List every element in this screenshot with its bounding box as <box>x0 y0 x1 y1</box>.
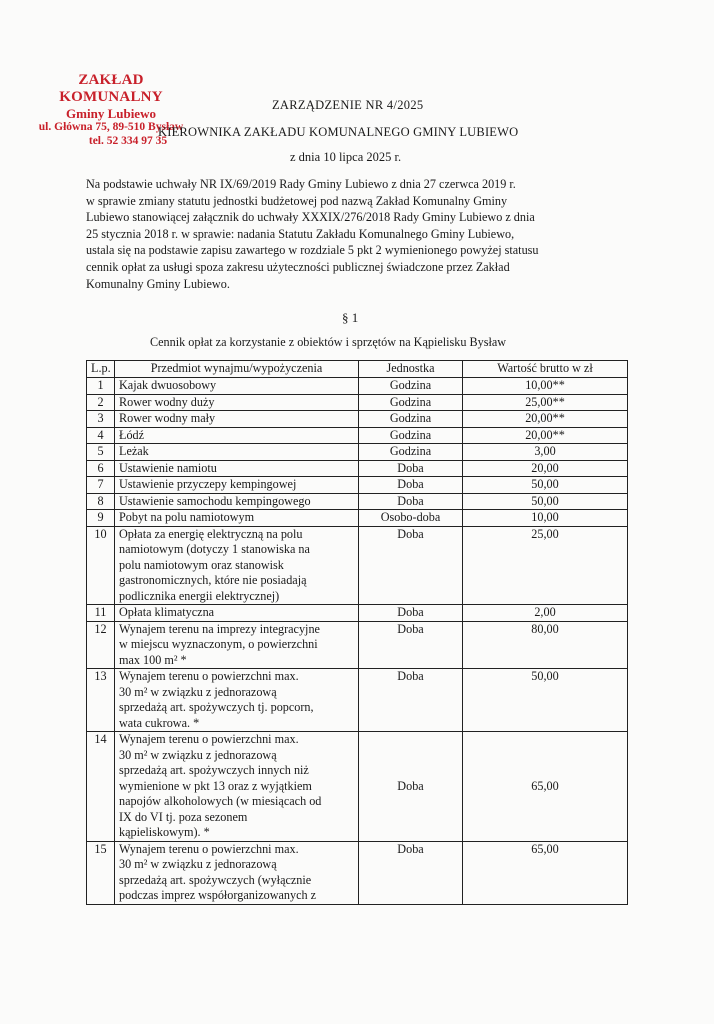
row-item-line: sprzedażą art. spożywczych (wyłącznie <box>119 872 312 887</box>
row-item-line: podlicznika energii elektrycznej) <box>119 588 280 603</box>
document-title: ZARZĄDZENIE NR 4/2025 <box>272 98 424 112</box>
row-item-line: max 100 m² * <box>119 652 187 667</box>
row-item <box>115 411 359 428</box>
header-value: Wartość brutto w zł <box>463 361 628 378</box>
row-unit: Doba <box>359 493 463 510</box>
row-item-line: Wynajem terenu na imprezy integracyjne <box>119 621 320 636</box>
row-item-line: namiotowym (dotyczy 1 stanowiska na <box>119 542 310 556</box>
row-item-line: Łódź <box>119 427 145 442</box>
row-value: 25,00 <box>463 526 628 605</box>
table-row <box>87 605 628 622</box>
row-lp: 13 <box>87 669 115 732</box>
row-item <box>115 477 359 494</box>
row-value: 50,00 <box>463 477 628 494</box>
document-date: z dnia 10 lipca 2025 r. <box>290 150 402 164</box>
row-unit: Doba <box>359 605 463 622</box>
row-item-line: Ustawienie namiotu <box>119 460 217 475</box>
row-lp: 11 <box>87 605 115 622</box>
row-value: 20,00** <box>463 411 628 428</box>
row-lp: 4 <box>87 427 115 444</box>
row-lp: 12 <box>87 621 115 669</box>
row-item-line: Ustawienie przyczepy kempingowej <box>119 477 297 491</box>
row-lp: 9 <box>87 510 115 527</box>
stamp-address: ul. Główna 75, 89-510 Bysław <box>38 121 184 134</box>
price-table <box>86 360 628 905</box>
table-row <box>87 493 628 510</box>
row-value: 2,00 <box>463 605 628 622</box>
row-value: 50,00 <box>463 493 628 510</box>
row-item-line: kąpieliskowym). * <box>119 825 210 839</box>
row-lp: 5 <box>87 444 115 461</box>
paragraph-number: § 1 <box>342 310 359 325</box>
table-row <box>87 526 628 605</box>
document-subtitle: KIEROWNIKA ZAKŁADU KOMUNALNEGO GMINY LUBIEWO <box>158 125 519 139</box>
row-lp: 8 <box>87 493 115 510</box>
intro-line: cennik opłat za usługi spoza zakresu użyteczności publicznej świadczone przez Zakład <box>86 259 510 274</box>
row-item <box>115 605 359 622</box>
row-item-line: gastronomicznych, które nie posiadają <box>119 573 307 587</box>
row-lp: 15 <box>87 841 115 904</box>
row-item-line: 30 m² w związku z jednorazową <box>119 684 277 699</box>
table-row <box>87 427 628 444</box>
row-lp: 1 <box>87 378 115 395</box>
row-unit: Godzina <box>359 378 463 395</box>
row-item-line: polu namiotowym oraz stanowisk <box>119 557 284 572</box>
intro-line: Na podstawie uchwały NR IX/69/2019 Rady Gminy Lubiewo z dnia 27 czerwca 2019 r. <box>86 177 516 191</box>
row-unit: Godzina <box>359 427 463 444</box>
row-value: 10,00 <box>463 510 628 527</box>
row-value: 10,00** <box>463 378 628 395</box>
row-value: 65,00 <box>463 732 628 842</box>
table-row <box>87 460 628 477</box>
row-item-line: Pobyt na polu namiotowym <box>119 510 255 524</box>
stamp-phone: tel. 52 334 97 35 <box>88 134 168 147</box>
row-value: 80,00 <box>463 621 628 669</box>
row-item <box>115 460 359 477</box>
row-lp: 2 <box>87 394 115 411</box>
row-item-line: IX do VI tj. poza sezonem <box>119 809 248 824</box>
header-lp: L.p. <box>87 361 115 378</box>
header-unit: Jednostka <box>359 361 463 378</box>
row-unit: Doba <box>359 477 463 494</box>
intro-line: Komunalny Gminy Lubiewo. <box>86 276 230 291</box>
row-item <box>115 378 359 395</box>
row-unit: Godzina <box>359 411 463 428</box>
row-value: 3,00 <box>463 444 628 461</box>
row-item-line: Leżak <box>119 444 149 458</box>
stamp-company-name: ZAKŁAD KOMUNALNY <box>59 72 163 106</box>
row-item-line: w miejscu wyznaczonym, o powierzchni <box>119 637 318 651</box>
row-item <box>115 526 359 605</box>
row-item-line: 30 m² w związku z jednorazową <box>119 747 277 762</box>
row-unit: Doba <box>359 841 463 904</box>
row-item <box>115 394 359 411</box>
row-item-line: Opłata klimatyczna <box>119 605 215 619</box>
row-item-line: Ustawienie samochodu kempingowego <box>119 493 311 508</box>
intro-line: w sprawie zmiany statutu jednostki budżetowej pod nazwą Zakład Komunalny Gminy <box>86 193 508 208</box>
row-item-line: Opłata za energię elektryczną na polu <box>119 526 303 541</box>
table-row <box>87 621 628 669</box>
stamp-municipality: Gminy Lubiewo <box>66 105 156 121</box>
row-unit: Doba <box>359 526 463 605</box>
row-item-line: Wynajem terenu o powierzchni max. <box>119 732 299 746</box>
table-row <box>87 732 628 842</box>
row-item-line: sprzedażą art. spożywczych tj. popcorn, <box>119 700 314 714</box>
row-lp: 3 <box>87 411 115 428</box>
row-item-line: wata cukrowa. * <box>119 715 200 730</box>
table-header-row <box>87 361 628 378</box>
intro-line: ustala się na podstawie zapisu zawartego w rozdziale 5 pkt 2 wymienionego powyżej statusu <box>86 243 539 258</box>
row-item <box>115 669 359 732</box>
table-caption: Cennik opłat za korzystanie z obiektów i sprzętów na Kąpielisku Bysław <box>150 335 507 349</box>
row-unit: Doba <box>359 732 463 842</box>
row-item-line: sprzedażą art. spożywczych innych niż <box>119 763 309 777</box>
row-item-line: podczas imprez współorganizowanych z <box>119 888 317 902</box>
row-unit: Osobo-doba <box>359 510 463 527</box>
row-item <box>115 427 359 444</box>
row-item <box>115 510 359 527</box>
intro-line: 25 stycznia 2018 r. w sprawie: nadania Statutu Zakładu Komunalnego Gminy Lubiewo, <box>86 226 515 241</box>
table-row <box>87 394 628 411</box>
table-row <box>87 510 628 527</box>
row-item-line: Kajak dwuosobowy <box>119 378 217 392</box>
table-row <box>87 378 628 395</box>
header-item: Przedmiot wynajmu/wypożyczenia <box>115 361 359 378</box>
row-item-line: napojów alkoholowych (w miesiącach od <box>119 794 322 808</box>
row-item <box>115 732 359 842</box>
row-unit: Doba <box>359 669 463 732</box>
row-lp: 14 <box>87 732 115 842</box>
row-item-line: Wynajem terenu o powierzchni max. <box>119 669 299 683</box>
row-item-line: Wynajem terenu o powierzchni max. <box>119 841 299 856</box>
table-row <box>87 444 628 461</box>
row-item <box>115 841 359 904</box>
table-row <box>87 669 628 732</box>
row-value: 65,00 <box>463 841 628 904</box>
row-lp: 6 <box>87 460 115 477</box>
row-unit: Godzina <box>359 394 463 411</box>
row-unit: Godzina <box>359 444 463 461</box>
row-value: 20,00** <box>463 427 628 444</box>
row-item <box>115 444 359 461</box>
row-value: 50,00 <box>463 669 628 732</box>
row-value: 25,00** <box>463 394 628 411</box>
row-item-line: Rower wodny duży <box>119 394 215 409</box>
row-item-line: Rower wodny mały <box>119 411 216 425</box>
row-value: 20,00 <box>463 460 628 477</box>
intro-paragraph <box>86 176 627 292</box>
row-item <box>115 493 359 510</box>
row-unit: Doba <box>359 460 463 477</box>
row-item <box>115 621 359 669</box>
row-lp: 10 <box>87 526 115 605</box>
table-row <box>87 411 628 428</box>
table-row <box>87 841 628 904</box>
row-unit: Doba <box>359 621 463 669</box>
table-row <box>87 477 628 494</box>
row-lp: 7 <box>87 477 115 494</box>
row-item-line: wymienione w pkt 13 oraz z wyjątkiem <box>119 778 312 793</box>
row-item-line: 30 m² w związku z jednorazową <box>119 857 277 871</box>
intro-line: Lubiewo stanowiącej załącznik do uchwały XXXIX/276/2018 Rady Gminy Lubiewo z dnia <box>86 210 535 225</box>
